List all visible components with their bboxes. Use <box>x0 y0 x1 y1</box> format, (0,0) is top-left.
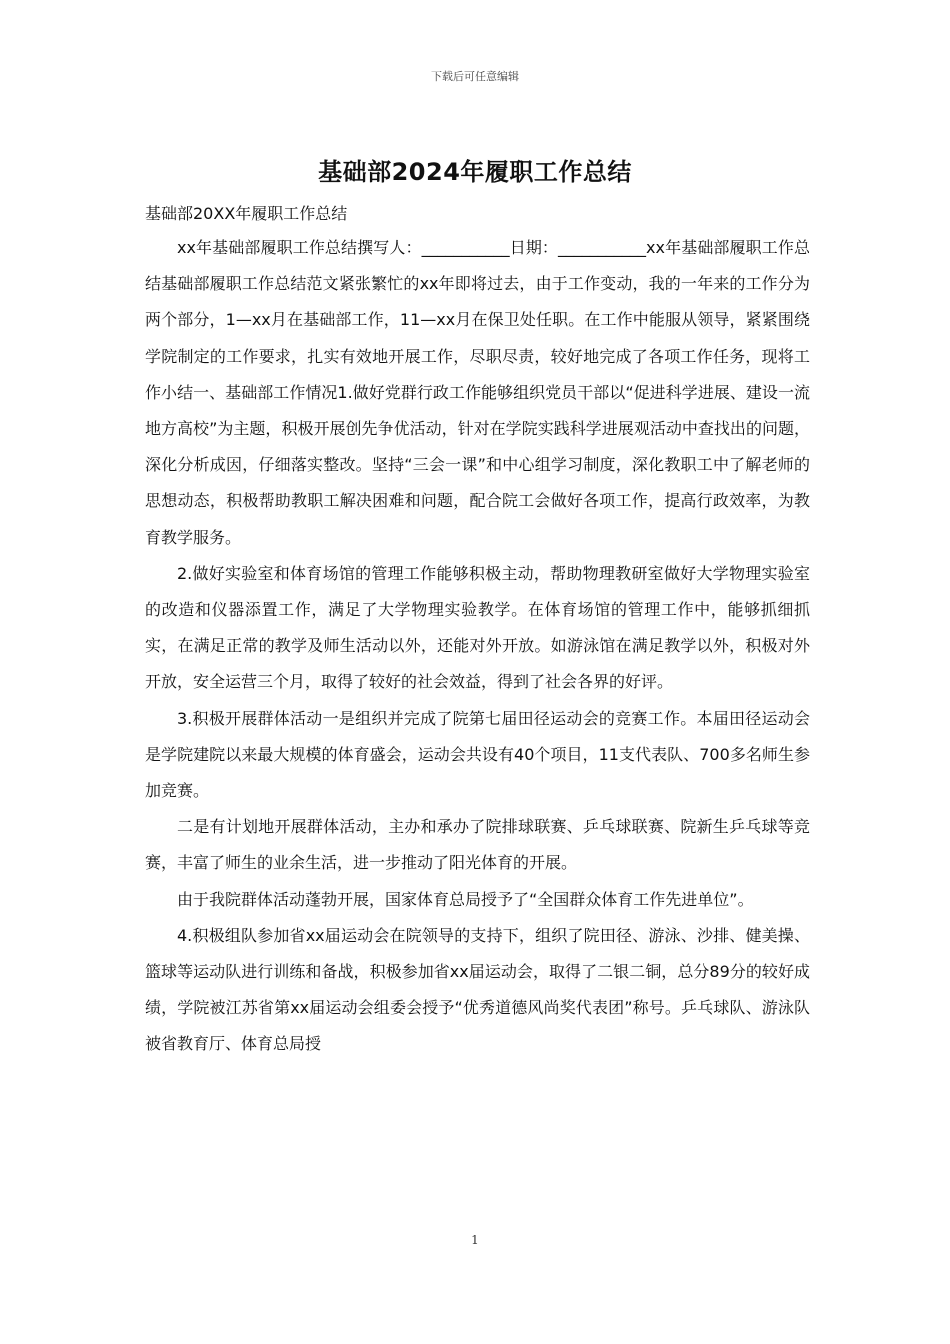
paragraph-4: 二是有计划地开展群体活动，主办和承办了院排球联赛、乒乓球联赛、院新生乒乓球等竞赛，丰富了师生的业余生活，进一步推动了阳光体育的开展。 <box>145 817 810 873</box>
document-title: 基础部2024年履职工作总结 <box>318 158 632 186</box>
header-note: 下载后可任意编辑 <box>431 70 519 83</box>
paragraph-6: 4.积极组队参加省xx届运动会在院领导的支持下，组织了院田径、游泳、沙排、健美操、篮球等运动队进行训练和备战，积极参加省xx届运动会，取得了二银二铜，总分89分的较好成绩，学院被江苏省第xx届运动会组委会授予“优秀道德风尚奖代表团”称号。乒乓球队、游泳队被省教育厅、体育总局授 <box>145 925 810 1054</box>
paragraph-5: 由于我院群体活动蓬勃开展，国家体育总局授予了“全国群众体育工作先进单位”。 <box>177 889 754 909</box>
document-body <box>145 230 810 1063</box>
paragraph-3: 3.积极开展群体活动一是组织并完成了院第七届田径运动会的竞赛工作。本届田径运动会是学院建院以来最大规模的体育盛会，运动会共设有40个项目，11支代表队、700多名师生参加竞赛。 <box>145 708 810 801</box>
paragraph-2: 2.做好实验室和体育场馆的管理工作能够积极主动，帮助物理教研室做好大学物理实验室的改造和仪器添置工作，满足了大学物理实验教学。在体育场馆的管理工作中，能够抓细抓实，在满足正常的教学及师生活动以外，还能对外开放。如游泳馆在满足教学以外，积极对外开放，安全运营三个月，取得了较好的社会效益，得到了社会各界的好评。 <box>145 563 810 692</box>
paragraph-1: xx年基础部履职工作总结撰写人：___________日期：___________xx年基础部履职工作总结基础部履职工作总结范文紧张繁忙的xx年即将过去，由于工作变动，我的一年来的工作分为两个部分，1—xx月在基础部工作，11—xx月在保卫处任职。在工作中能服从领导，紧紧围绕学院制定的工作要求，扎实有效地开展工作，尽职尽责，较好地完成了各项工作任务，现将工作小结一、基础部工作情况1.做好党群行政工作能够组织党员干部以“促进科学进展、建设一流地方高校”为主题，积极开展创先争优活动，针对在学院实践科学进展观活动中查找出的问题，深化分析成因，仔细落实整改。坚持“三会一课”和中心组学习制度，深化教职工中了解老师的思想动态，积极帮助教职工解决困难和问题，配合院工会做好各项工作，提高行政效率，为教育教学服务。 <box>145 238 810 547</box>
page-number: 1 <box>471 1233 479 1247</box>
document-subtitle: 基础部20XX年履职工作总结 <box>145 204 348 223</box>
